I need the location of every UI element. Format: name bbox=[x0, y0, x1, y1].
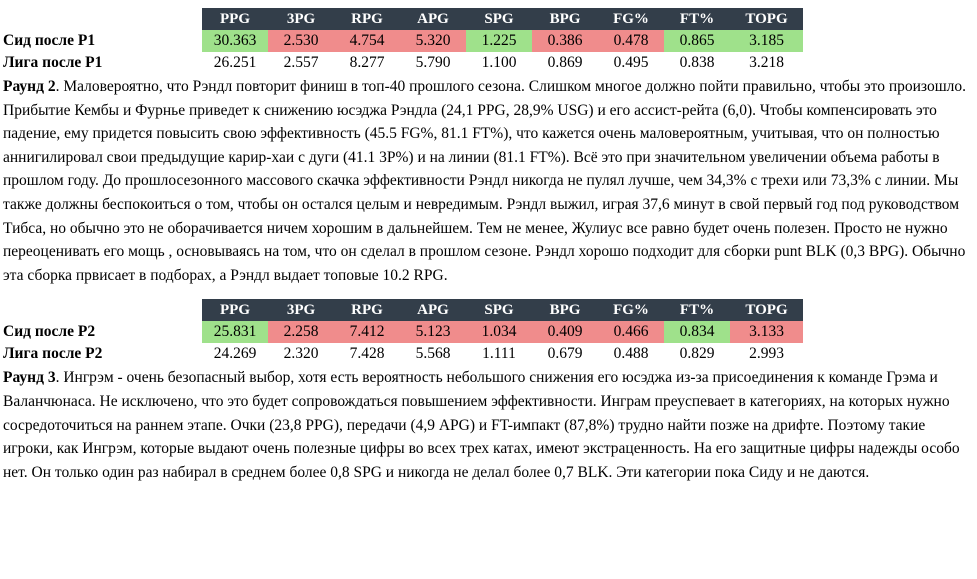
stat-cell: 3.133 bbox=[730, 321, 803, 343]
header-cell: APG bbox=[400, 8, 466, 30]
stat-cell: 5.790 bbox=[415, 54, 451, 71]
header-cell: 3PG bbox=[268, 8, 334, 30]
stat-cell: 0.829 bbox=[679, 345, 715, 363]
stat-cell: 2.258 bbox=[268, 321, 334, 343]
header-cell: BPG bbox=[532, 8, 598, 30]
stat-cell: 0.478 bbox=[598, 30, 664, 52]
stat-cell: 0.869 bbox=[547, 54, 583, 71]
stat-cell: 4.754 bbox=[334, 30, 400, 52]
stat-cell: 25.831 bbox=[202, 321, 268, 343]
row-label: Сид после Р2 bbox=[3, 323, 96, 341]
stat-cell: 0.679 bbox=[547, 345, 583, 363]
header-cell: FG% bbox=[598, 299, 664, 321]
header-cell: PPG bbox=[202, 299, 268, 321]
stat-cell: 1.111 bbox=[482, 345, 516, 363]
row-label: Лига после Р2 bbox=[3, 345, 103, 363]
header-cell: BPG bbox=[532, 299, 598, 321]
header-cell: RPG bbox=[334, 299, 400, 321]
stat-cell: 0.865 bbox=[664, 30, 730, 52]
league-row bbox=[0, 52, 803, 74]
stat-cell: 5.320 bbox=[400, 30, 466, 52]
round-3-text: . Ингрэм - очень безопасный выбор, хотя есть вероятность небольшого снижения его юсэджа из-за присоединения к команде Грэма и Валанчюнаса. Не исключено, что это будет сопровождаться повышением эффективности. Инграм преуспевает в категориях, на которых нужно сосредоточиться на раннем этапе. Очки (23,8 PPG), передачи (4,9 APG) и FT-импакт (87,8%) трудно найти позже на дрифте. Поэтому такие игроки, как Ингрэм, которые выдают очень полезные цифры во всех трех катах, имеют экстраценность. На его защитные цифры надежды особо нет. Он только один раз набирал в среднем более 0,8 SPG и никогда не делал более 0,7 BLK. Эти категории пока Сиду и не даются. bbox=[3, 369, 960, 481]
stat-cell: 5.123 bbox=[400, 321, 466, 343]
row-label: Сид после Р1 bbox=[3, 32, 96, 49]
header-cell: FG% bbox=[598, 8, 664, 30]
stats-header-row bbox=[0, 299, 803, 321]
header-cell: RPG bbox=[334, 8, 400, 30]
header-blank-cell bbox=[0, 299, 202, 321]
league-row bbox=[0, 343, 803, 365]
stat-cell: 5.568 bbox=[415, 345, 451, 363]
stat-cell: 2.320 bbox=[283, 345, 319, 363]
header-cell: APG bbox=[400, 299, 466, 321]
stat-cell: 0.495 bbox=[613, 54, 649, 71]
header-cell: SPG bbox=[466, 8, 532, 30]
stat-cell: 0.488 bbox=[613, 345, 649, 363]
stat-cell: 30.363 bbox=[202, 30, 268, 52]
seed-row bbox=[0, 321, 803, 343]
header-cell: 3PG bbox=[268, 299, 334, 321]
stat-cell: 8.277 bbox=[349, 54, 385, 71]
stat-cell: 26.251 bbox=[213, 54, 257, 71]
round-2-label: Раунд 2 bbox=[3, 78, 56, 95]
header-cell: PPG bbox=[202, 8, 268, 30]
stat-cell: 0.834 bbox=[664, 321, 730, 343]
header-cell: SPG bbox=[466, 299, 532, 321]
stat-cell: 2.530 bbox=[268, 30, 334, 52]
stat-cell: 7.428 bbox=[349, 345, 385, 363]
header-cell: TOPG bbox=[730, 8, 803, 30]
stat-cell: 7.412 bbox=[334, 321, 400, 343]
round-3-paragraph bbox=[3, 366, 975, 484]
stat-cell: 3.218 bbox=[749, 54, 784, 71]
stat-cell: 24.269 bbox=[213, 345, 257, 363]
stat-cell: 0.466 bbox=[598, 321, 664, 343]
stat-cell: 0.838 bbox=[679, 54, 715, 71]
stat-cell: 3.185 bbox=[730, 30, 803, 52]
header-blank-cell bbox=[0, 8, 202, 30]
header-cell: TOPG bbox=[730, 299, 803, 321]
stat-cell: 0.386 bbox=[532, 30, 598, 52]
seed-row bbox=[0, 30, 803, 52]
stat-cell: 2.557 bbox=[283, 54, 319, 71]
stats-header-row bbox=[0, 8, 803, 30]
round-2-paragraph bbox=[3, 75, 975, 287]
round-2-text: . Маловероятно, что Рэндл повторит финиш в топ-40 прошлого сезона. Слишком многое должно пойти правильно, чтобы это произошло. Прибытие Кембы и Фурнье приведет к снижению юсэджа Рэндла (24,1 PPG, 28,9% USG) и его ассист-рейта (6,0). Чтобы компенсировать это падение, ему придется повысить свою эффективность (45.5 FG%, 81.1 FT%), что кажется очень маловероятным, учитывая, что он полностью аннигилировал свои предыдущие карир-хаи с дуги (41.1 3P%) и на линии (81.1 FT%). Всё это при значительном увеличении объема работы в прошлом году. До прошлосезонного массового скачка эффективности Рэндл никогда не пулял лучше, чем 34,3% с трехи или 73,3% с линии. Мы также должны беспокоиться о том, чтобы он остался целым и невредимым. Рэндл выжил, играя 37,6 минут в свой первый год под руководством Тибса, но обычно это не оборачивается ничем хорошим в дальнейшем. Тем не менее, Жулиус все равно будет очень полезен. Просто не нужно переоценивать его мощь , основываясь на том, что он сделал в прошлом сезоне. Рэндл хорошо подходит для сборки punt BLK (0,3 BPG). Обычно эта сборка првисает в подборах, а Рэндл выдает топовые 10.2 RPG. bbox=[3, 78, 967, 284]
stats-table-round-2 bbox=[0, 299, 803, 365]
stat-cell: 1.034 bbox=[466, 321, 532, 343]
stat-cell: 0.409 bbox=[532, 321, 598, 343]
round-3-label: Раунд 3 bbox=[3, 369, 56, 387]
stats-table-round-1 bbox=[0, 8, 803, 74]
stat-cell: 1.225 bbox=[466, 30, 532, 52]
stat-cell: 1.100 bbox=[481, 54, 517, 71]
stat-cell: 2.993 bbox=[749, 345, 784, 363]
row-label: Лига после Р1 bbox=[3, 54, 103, 71]
header-cell: FT% bbox=[664, 8, 730, 30]
header-cell: FT% bbox=[664, 299, 730, 321]
